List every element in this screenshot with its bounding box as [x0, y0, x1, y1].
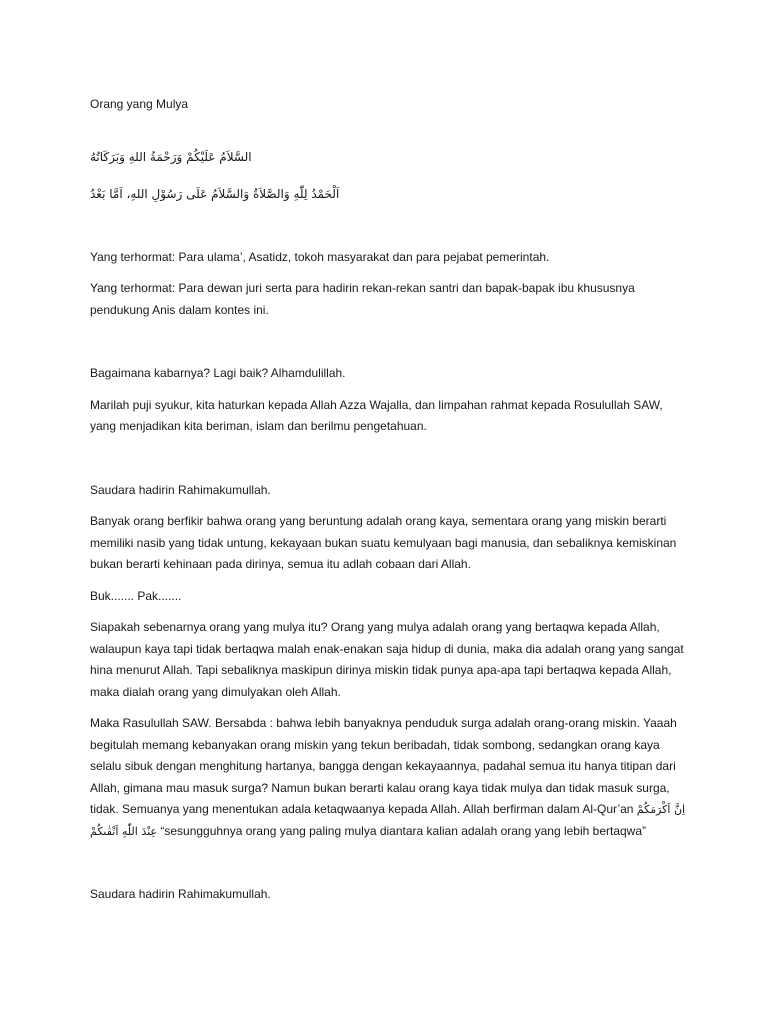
greeting-paragraph-2: Yang terhormat: Para dewan juri serta para hadirin rekan-rekan santri dan bapak-bapak ibu khususnya pendukung Anis dalam kontes ini. — [90, 281, 635, 317]
arabic-hamdalah: اَلْحَمْدُ لِلّٰهِ وَالصَّلاَةُ وَالسَّلاَمُ عَلَى رَسُوْلِ اللهِ، اَمَّا بَعْدُ — [90, 186, 340, 201]
question-paragraph: Bagaimana kabarnya? Lagi baik? Alhamdulillah. — [90, 366, 346, 380]
address-paragraph-1: Saudara hadirin Rahimakumullah. — [90, 482, 271, 497]
body-paragraph-3-lead: Maka Rasulullah SAW. Bersabda : bahwa lebih banyaknya penduduk surga adalah orang-orang miskin. Yaaah begitulah memang kebanyakan orang miskin yang tekun beribadah, tidak sombong, sedangkan orang kaya selalu sibuk dengan menghitung hartanya, bangga dengan kekayaannya, padahal semua itu hanya titipan dari Allah, gimana mau masuk surga? Namun bukan berarti kalau orang kaya tidak mulya dan tidak masuk surga, tidak. Semuanya yang menentukan adala ketaqwaanya kepada Allah. Allah berfirman dalam Al-Qur’an — [90, 716, 677, 816]
document-title: Orang yang Mulya — [90, 97, 189, 111]
arabic-salam: السَّلاَمُ عَلَيْكُمْ وَرَحْمَةُ اللهِ وَبَرَكَاتُهُ — [90, 149, 252, 164]
greeting-paragraph-1: Yang terhormat: Para ulama’, Asatidz, tokoh masyarakat dan para pejabat pemerintah. — [90, 249, 550, 264]
document-body — [90, 90, 690, 906]
gratitude-paragraph: Marilah puji syukur, kita haturkan kepada Allah Azza Wajalla, dan limpahan rahmat kepada Rosulullah SAW, yang menjadikan kita beriman, islam dan berilmu pengetahuan. — [90, 397, 663, 433]
quran-verse-translation: “sesungguhnya orang yang paling mulya diantara kalian adalah orang yang lebih bertaqwa” — [160, 823, 647, 838]
body-paragraph-2: Siapakah sebenarnya orang yang mulya itu? Orang yang mulya adalah orang yang bertaqwa kepada Allah, walaupun kaya tapi tidak bertaqwa malah enak-enakan saja hidup di dunia, maka dia adalah orang yang sangat hina menurut Allah. Tapi sebaliknya maskipun dirinya miskin tidak punya apa-apa tapi bertaqwa kepada Allah, maka dialah orang yang dimulyakan oleh Allah. — [90, 620, 684, 699]
body-paragraph-3 — [90, 713, 690, 842]
address-paragraph-2: Saudara hadirin Rahimakumullah. — [90, 887, 271, 901]
interjection-paragraph: Buk....... Pak....... — [90, 588, 182, 603]
body-paragraph-1: Banyak orang berfikir bahwa orang yang beruntung adalah orang kaya, sementara orang yang miskin berarti memiliki nasib yang tidak untung, kekayaan bukan suatu kemulyaan bagi manusia, dan sebaliknya kemiskinan bukan berarti kehinaan pada dirinya, semua itu adlah cobaan dari Allah. — [90, 514, 677, 571]
quran-verse-arabic: اِنَّ اَكْرَمَكُمْ عِنْدَ اللّٰهِ اَتْقٰىكُمْ — [90, 803, 686, 838]
